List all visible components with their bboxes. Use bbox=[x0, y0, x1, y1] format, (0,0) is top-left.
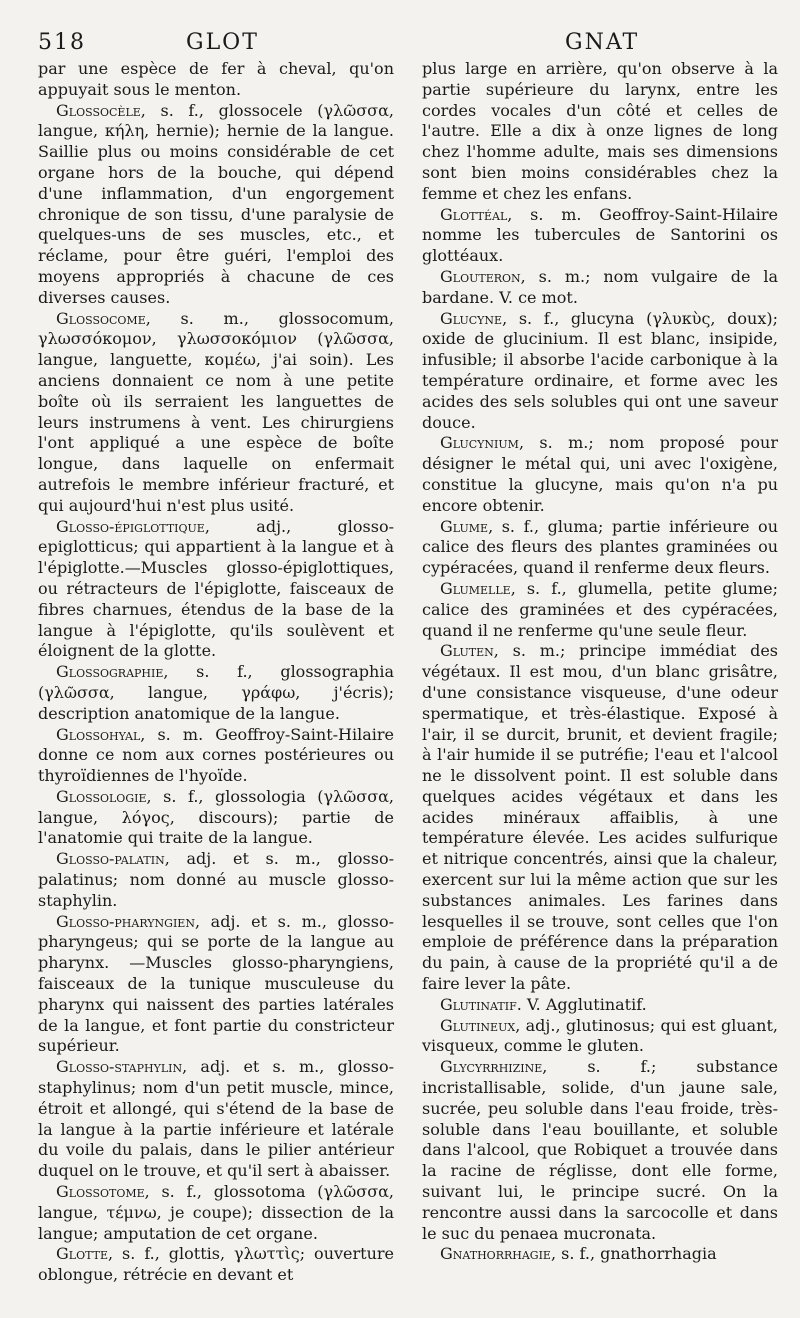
entry-text: , s. m.; nom proposé pour désigner le métal qui, uni avec l'oxigène, constitue la glucyne, mais qu'on n'a pu encore obtenir. bbox=[422, 433, 778, 515]
headword: Glouteron bbox=[440, 266, 521, 286]
headword: Glutinatif bbox=[440, 994, 517, 1014]
entry-glutinatif bbox=[422, 995, 778, 1016]
entry-text: , s. f., gnathorrhagia bbox=[550, 1244, 717, 1264]
entry-glotteal bbox=[422, 205, 778, 267]
entry-glossologie bbox=[38, 787, 394, 849]
entry-glouteron bbox=[422, 267, 778, 309]
headword: Glotte bbox=[56, 1244, 109, 1264]
entry-text: , adj. et s. m., glosso-staphylinus; nom d'un petit muscle, mince, étroit et allongé, qui s'étend de la base de la langue à la partie inférieure et latérale du voile du palais, dans le pilier antérieur duquel on le trouve, et qu'il sert à abaisser. bbox=[38, 1057, 394, 1181]
entry-glotte bbox=[38, 1244, 394, 1286]
entry-gluten bbox=[422, 641, 778, 995]
headword: Glume bbox=[440, 516, 489, 536]
entry-glossocele bbox=[38, 101, 394, 309]
headword: Glycyrrhizine bbox=[440, 1057, 543, 1077]
entry-glossohyal bbox=[38, 725, 394, 787]
entry-text: , s. f., glossocele (γλῶσσα, langue, κήλη, hernie); hernie de la langue. Saillie plus ou moins considérable de cet organe hors de la bouche, qui dépend d'une inflammation, d'un engorgement chronique de son tissu, d'une paralysie de quelques-uns de ses muscles, etc., et réclame, pour être guéri, l'emploi des moyens appropriés à chacune de ces diverses causes. bbox=[38, 100, 394, 307]
headword: Glosso-pharyngien bbox=[56, 911, 195, 931]
headword: Glucyne bbox=[440, 308, 503, 328]
right-column bbox=[422, 59, 778, 1265]
entry-text: , s. m. Geoffroy-Saint-Hilaire nomme les tubercules de Santorini os glottéaux. bbox=[422, 204, 778, 266]
headword: Glossocome bbox=[56, 308, 146, 328]
entry-glossocome bbox=[38, 309, 394, 517]
entry-text: , adj., glutinosus; qui est gluant, visqueux, comme le gluten. bbox=[422, 1015, 778, 1056]
entry-glosso-palatin bbox=[38, 849, 394, 911]
headword: Glosso-épiglottique bbox=[56, 516, 205, 536]
entry-text: , s. f.; substance incristallisable, solide, d'un jaune sale, sucrée, peu soluble dans l'eau froide, très-soluble dans l'eau bouillante, et soluble dans l'alcool, que Robiquet a trouvée dans la racine de réglisse, dont elle forme, suivant lui, le principe sucré. On la rencontre aussi dans la sarcocolle et dans le suc du penaea mucronata. bbox=[422, 1057, 778, 1243]
headword: Glucynium bbox=[440, 433, 519, 453]
entry-glumelle bbox=[422, 579, 778, 641]
right-running-head: GNAT bbox=[565, 30, 640, 55]
entry-glume bbox=[422, 517, 778, 579]
entry-text: par une espèce de fer à cheval, qu'on appuyait sous le menton. bbox=[38, 59, 394, 99]
entry-glosso-pharyngien bbox=[38, 912, 394, 1058]
entry-glucyne bbox=[422, 309, 778, 434]
entry-gnathorrhagie bbox=[422, 1244, 778, 1265]
headword: Glumelle bbox=[440, 578, 511, 598]
entry-text: , s. f., glossotoma (γλῶσσα, langue, τέμνω, je coupe); dissection de la langue; amputation de cet organe. bbox=[38, 1182, 394, 1243]
entry-glucynium bbox=[422, 433, 778, 516]
entry-text: , s. m.; principe immédiat des végétaux. Il est mou, d'un blanc grisâtre, d'une consistance visqueuse, d'une odeur spermatique, et très-élastique. Exposé à l'air, il se durcit, brunit, et devient fragile; à l'air humide il se putréfie; l'eau et l'alcool ne le dissolvent point. Il est soluble dans quelques acides végétaux et dans les acides minéraux affaiblis, à une température élevée. Les acides sulfurique et nitrique concentrés, ainsi que la chaleur, exercent sur lui la même action que sur les substances animales. Les farines dans lesquelles il se trouve, sont celles que l'on emploie de préférence dans la préparation du pain, à cause de la propriété qu'il a de faire lever la pâte. bbox=[422, 641, 778, 994]
headword: Glossographie bbox=[56, 662, 164, 682]
entry-text: , adj. et s. m., glosso-pharyngeus; qui se porte de la langue au pharynx. —Muscles glosso-pharyngiens, faisceaux de la tunique musculeuse du pharynx qui naissent des parties latérales de la langue, et font partie du constricteur supérieur. bbox=[38, 911, 394, 1056]
headword: Glossocèle bbox=[56, 100, 141, 120]
left-column bbox=[38, 59, 394, 1286]
entry-text: , s. f., glumella, petite glume; calice des graminées et des cypéracées, quand il ne renferme qu'une seule fleur. bbox=[422, 578, 778, 640]
entry-text: , s. f., gluma; partie inférieure ou calice des fleurs des plantes graminées ou cypéracées, quand il renferme deux fleurs. bbox=[422, 516, 778, 578]
entry-text: , s. m., glossocomum, γλωσσόκομον, γλωσσοκόμιον (γλῶσσα, langue, languette, κομέω, j'ai soin). Les anciens donnaient ce nom à une petite boîte où ils serraient les languettes de leurs instrumens à vent. Les chirurgiens l'ont appliqué a une espèce de boîte longue, dans laquelle on enfermait autrefois le membre inférieur fracturé, et qui aujourd'hui n'est plus usité. bbox=[38, 308, 394, 515]
headword: Glutineux bbox=[440, 1015, 516, 1035]
entry-text: , s. f., glossographia (γλῶσσα, langue, γράφω, j'écris); description anatomique de la langue. bbox=[38, 662, 394, 723]
entry-glutineux bbox=[422, 1016, 778, 1058]
headword: Gluten bbox=[440, 641, 494, 661]
entry-glosso-staphylin bbox=[38, 1057, 394, 1182]
left-running-head: GLOT bbox=[186, 30, 259, 55]
entry-text: , s. m.; nom vulgaire de la bardane. V. ce mot. bbox=[422, 266, 778, 307]
headword: Glossohyal bbox=[56, 724, 141, 744]
headword: Gnathorrhagie bbox=[440, 1244, 551, 1264]
headword: Glosso-palatin bbox=[56, 849, 165, 869]
entry-continuation bbox=[422, 59, 778, 205]
entry-glossotome bbox=[38, 1182, 394, 1244]
entry-glycyrrhizine bbox=[422, 1057, 778, 1244]
headword: Glossologie bbox=[56, 786, 147, 806]
entry-glossographie bbox=[38, 662, 394, 724]
entry-text: . V. Agglutinatif. bbox=[516, 994, 647, 1014]
entry-text: , s. f., glottis, γλωττὶς; ouverture oblongue, rétrécie en devant et bbox=[38, 1244, 394, 1285]
entry-continuation bbox=[38, 59, 394, 101]
entry-text: , s. f., glossologia (γλῶσσα, langue, λόγος, discours); partie de l'anatomie qui traite de la langue. bbox=[38, 786, 394, 848]
headword: Glossotome bbox=[56, 1182, 145, 1202]
entry-text: , s. f., glucyna (γλυκὺς, doux); oxide de glucinium. Il est blanc, insipide, infusible; il absorbe l'acide carbonique à la température ordinaire, et forme avec les acides des sels solubles qui ont une saveur douce. bbox=[422, 308, 778, 432]
entry-text: , adj. et s. m., glosso-palatinus; nom donné au muscle glosso-staphylin. bbox=[38, 849, 394, 910]
entry-text: , adj., glosso-epiglotticus; qui appartient à la langue et à l'épiglotte.—Muscles glosso-épiglottiques, ou rétracteurs de l'épiglotte, faisceaux de fibres charnues, étendus de la base de la langue à l'épiglotte, qu'ils soulèvent et éloignent de la glotte. bbox=[38, 516, 394, 661]
entry-text: plus large en arrière, qu'on observe à la partie supérieure du larynx, entre les cordes vocales d'un côté et celles de l'autre. Elle a dix à onze lignes de long chez l'homme adulte, mais ses dimensions sont bien moins considérables chez la femme et chez les enfans. bbox=[422, 59, 778, 203]
headword: Glottéal bbox=[440, 204, 508, 224]
entry-glosso-epiglottique bbox=[38, 517, 394, 663]
page-number: 518 bbox=[38, 30, 86, 55]
headword: Glosso-staphylin bbox=[56, 1057, 183, 1077]
entry-text: , s. m. Geoffroy-Saint-Hilaire donne ce nom aux cornes postérieures ou thyroïdiennes de l'hyoïde. bbox=[38, 724, 394, 786]
